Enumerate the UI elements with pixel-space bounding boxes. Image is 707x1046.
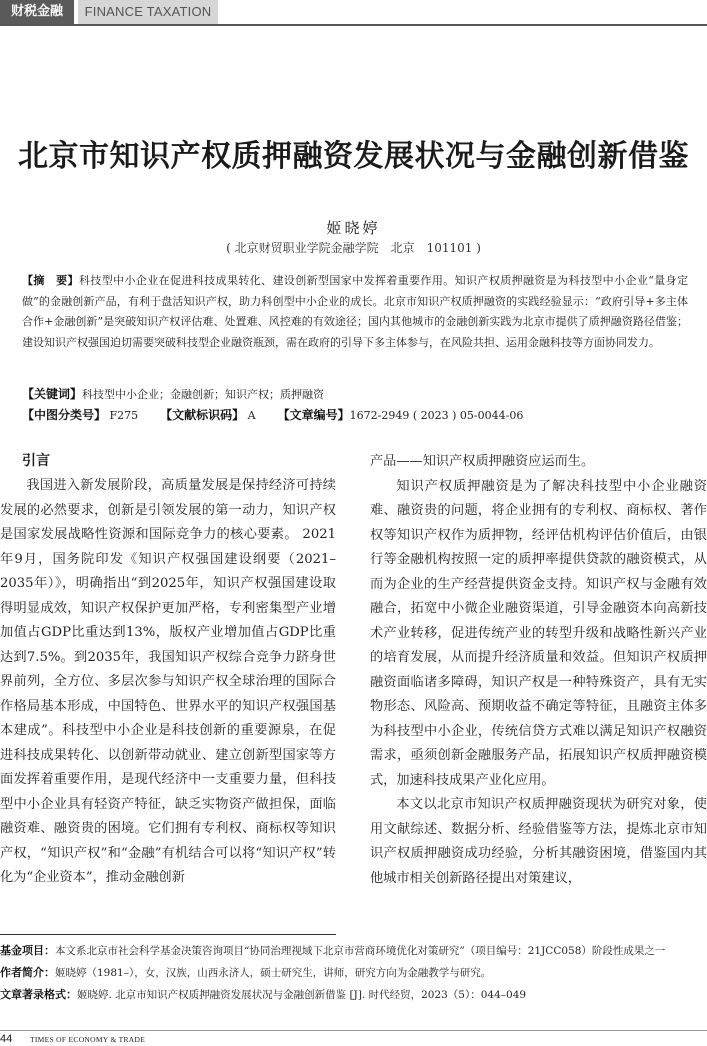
body-left-column <box>0 474 336 891</box>
keywords-text: 科技型中小企业；金融创新；知识产权；质押融资 <box>82 388 325 401</box>
fund-note <box>0 940 707 962</box>
footnotes <box>0 940 707 1006</box>
doc-code-label: 【文献标识码】 <box>160 408 245 422</box>
journal-name: TIMES OF ECONOMY & TRADE <box>30 1035 146 1044</box>
article-no-label: 【文章编号】 <box>277 408 350 422</box>
abstract <box>22 271 688 353</box>
classification-line <box>22 405 688 426</box>
clc-value: F275 <box>109 409 139 422</box>
author-note <box>0 962 707 984</box>
body-right-column <box>370 450 707 891</box>
doc-code-value: A <box>247 409 256 422</box>
body-paragraph: 知识产权质押融资是为了解决科技型中小企业融资难、融资贵的问题，将企业拥有的专利权、商标权、著作权等知识产权作为质押物，经评估机构评估价值后，由银行等金融机构按照一定的质押率提供贷款的融资模式，从而为企业的生产经营提供资金支持。知识产权与金融有效融合，拓宽中小微企业融资渠道，引导金融资本向高新技术产业转移，促进传统产业的转型升级和战略性新兴产业的培育发展，从而提升经济质量和效益。但知识产权质押融资面临诸多障碍，知识产权是一种特殊资产，具有无实物形态、风险高、预期收益不确定等特征，且融资主体多为科技型中小企业，传统信贷方式难以满足知识产权融资需求，亟须创新金融服务产品，拓展知识产权质押融资模式，加速科技成果产业化应用。 <box>370 478 707 788</box>
abstract-label: 【摘 要】 <box>22 274 79 287</box>
section-tag-en: FINANCE TAXATION <box>78 0 218 24</box>
abstract-text: 科技型中小企业在促进科技成果转化、建设创新型国家中发挥着重要作用。知识产权质押融资是为科技型中小企业“量身定做”的金融创新产品，有利于盘活知识产权，助力科创型中小企业的成长。北京市知识产权质押融资的实践经验显示：“政府引导+多主体合作+金融创新”是突破知识产权评估难、处置难、风控难的有效途径；国内其他城市的金融创新实践为北京市提供了质押融资路径借鉴；建设知识产权强国迫切需要突破科技型企业融资瓶颈，需在政府的引导下多主体参与，在风险共担、运用金融科技等方面协同发力。 <box>22 274 689 349</box>
section-tag-cn: 财税金融 <box>0 0 74 24</box>
fund-text: 本文系北京市社会科学基金决策咨询项目“协同治理视域下北京市营商环境优化对策研究”（项目编号：21JCC058）阶段性成果之一 <box>55 945 666 957</box>
clc-label: 【中图分类号】 <box>22 408 107 422</box>
footnote-divider <box>0 934 336 935</box>
citation-text: 姬晓婷. 北京市知识产权质押融资发展状况与金融创新借鉴 [J]. 时代经贸，2023（5）：044–049 <box>77 989 527 1001</box>
article-title: 北京市知识产权质押融资发展状况与金融创新借鉴 <box>18 139 689 174</box>
body-paragraph: 本文以北京市知识产权质押融资现状为研究对象，使用文献综述、数据分析、经验借鉴等方法，提炼北京市知识产权质押融资成功经验，分析其融资困境，借鉴国内其他城市相关创新路径提出对策建议， <box>370 797 707 886</box>
author-affiliation: ( 北京财贸职业学院金融学院 北京 101101 ) <box>226 241 481 255</box>
page-number: 44 <box>0 1033 13 1045</box>
body-paragraph: 我国进入新发展阶段，高质量发展是保持经济可持续发展的必然要求，创新是引领发展的第一动力，知识产权是国家发展战略性资源和国际竞争力的核心要素。 2021年9月，国务院印发《知识产权强国建设纲要（2021–2035年）》，明确指出“到2025年，知识产权强国建设取得明显成效，知识产权保护更加严格，专利密集型产业增加值占GDP比重达到13%，版权产业增加值占GDP比重达到7.5%。到2035年，我国知识产权综合竞争力跻身世界前列，全方位、多层次参与知识产权全球治理的国际合作格局基本形成，中国特色、世界水平的知识产权强国基本建成”。科技型中小企业是科技创新的重要源泉，在促进科技成果转化、以创新带动就业、建立创新型国家等方面发挥着重要作用，是现代经济中一支重要力量，但科技型中小企业具有轻资产特征，缺乏实物资产做担保，面临融资难、融资贵的困境。它们拥有专利权、商标权等知识产权，“知识产权”和“金融”有机结合可以将“知识产权”转化为“企业资本”，推动金融创新 <box>0 478 336 885</box>
keywords-label: 【关键词】 <box>22 387 83 401</box>
article-author: 姬晓婷 <box>326 219 381 237</box>
article-no-value: 1672-2949 ( 2023 ) 05-0044-06 <box>349 409 524 422</box>
fund-label: 基金项目： <box>0 944 55 957</box>
citation-label: 文章著录格式： <box>0 988 77 1001</box>
author-note-text: 姬晓婷（1981–），女，汉族，山西永济人，硕士研究生，讲师，研究方向为金融教学与研究。 <box>55 967 492 979</box>
section-heading: 引言 <box>22 453 50 469</box>
header-divider <box>0 24 707 26</box>
author-note-label: 作者简介： <box>0 966 55 979</box>
keywords-line <box>22 384 688 405</box>
footer-divider <box>0 1030 707 1031</box>
citation-note <box>0 984 707 1006</box>
body-paragraph: 产品——知识产权质押融资应运而生。 <box>370 454 595 469</box>
